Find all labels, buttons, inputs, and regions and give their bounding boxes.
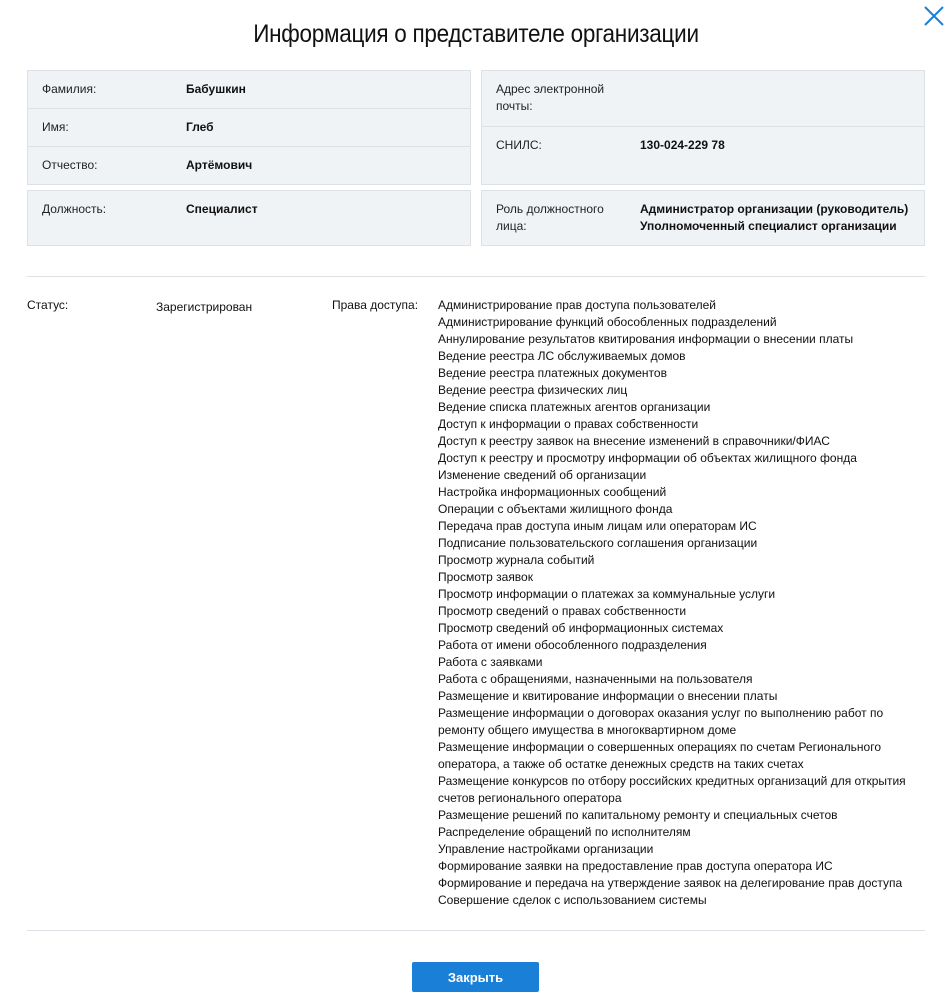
position-label: Должность:	[42, 202, 107, 216]
surname-row	[28, 71, 470, 109]
rights-item: Передача прав доступа иным лицам или операторам ИС	[438, 519, 757, 533]
rights-item: Распределение обращений по исполнителям	[438, 825, 691, 839]
rights-item: Работа с обращениями, назначенными на пользователя	[438, 672, 753, 686]
rights-item: Ведение реестра платежных документов	[438, 366, 667, 380]
snils-row	[482, 127, 924, 184]
patronymic-label: Отчество:	[42, 158, 98, 172]
rights-item: Подписание пользовательского соглашения организации	[438, 536, 758, 550]
rights-item: Размещение решений по капитальному ремонту и специальных счетов	[438, 808, 838, 822]
position-value: Специалист	[186, 202, 258, 216]
role-label-cont: лица:	[496, 219, 527, 233]
rights-item: Администрирование прав доступа пользователей	[438, 298, 716, 312]
position-panel	[27, 190, 471, 246]
status-label: Статус:	[27, 298, 69, 312]
patronymic-row	[28, 147, 470, 184]
page-title: Информация о представителе организации	[253, 20, 699, 48]
rights-item: Доступ к информации о правах собственности	[438, 417, 699, 431]
rights-item: Операции с объектами жилищного фонда	[438, 502, 673, 516]
rights-item: Формирование и передача на утверждение заявок на делегирование прав доступа	[438, 876, 903, 890]
close-icon[interactable]	[922, 4, 946, 28]
rights-item: Настройка информационных сообщений	[438, 485, 667, 499]
role-label: Роль должностного	[496, 202, 604, 216]
rights-item: Доступ к реестру и просмотру информации об объектах жилищного фонда	[438, 451, 857, 465]
name-row	[28, 109, 470, 147]
rights-label: Права доступа:	[332, 298, 419, 312]
role-value: Уполномоченный специалист организации	[640, 219, 897, 233]
rights-item: Размещение информации о совершенных операциях по счетам Регионального оператора, а также об остатке денежных средств на таких счетах	[438, 740, 881, 771]
rights-item: Размещение конкурсов по отбору российских кредитных организаций для открытия счетов регионального оператора	[438, 774, 906, 805]
rights-item: Просмотр сведений о правах собственности	[438, 604, 687, 618]
rights-item: Просмотр заявок	[438, 570, 533, 584]
rights-item: Доступ к реестру заявок на внесение изменений в справочники/ФИАС	[438, 434, 830, 448]
surname-label: Фамилия:	[42, 82, 97, 96]
name-value: Глеб	[186, 120, 214, 134]
rights-item: Работа от имени обособленного подразделения	[438, 638, 707, 652]
close-button[interactable]: Закрыть	[412, 962, 539, 992]
rights-item: Работа с заявками	[438, 655, 543, 669]
name-label: Имя:	[42, 120, 69, 134]
rights-item: Ведение реестра физических лиц	[438, 383, 628, 397]
role-value: Администратор организации (руководитель)	[640, 202, 909, 216]
divider	[27, 276, 925, 277]
rights-item: Совершение сделок с использованием системы	[438, 893, 707, 907]
rights-item: Аннулирование результатов квитирования информации о внесении платы	[438, 332, 854, 346]
rights-item: Ведение списка платежных агентов организации	[438, 400, 711, 414]
rights-item: Формирование заявки на предоставление прав доступа оператора ИС	[438, 859, 833, 873]
rights-list	[438, 297, 913, 909]
rights-item: Размещение и квитирование информации о внесении платы	[438, 689, 778, 703]
status-value: Зарегистрирован	[156, 300, 253, 314]
name-panel	[27, 70, 471, 185]
snils-label: СНИЛС:	[496, 138, 542, 152]
role-panel	[481, 190, 925, 246]
rights-item: Просмотр информации о платежах за коммунальные услуги	[438, 587, 776, 601]
contact-panel	[481, 70, 925, 185]
email-label-cont: почты:	[496, 99, 533, 113]
email-label: Адрес электронной	[496, 82, 605, 96]
rights-item: Управление настройками организации	[438, 842, 654, 856]
rights-item: Просмотр журнала событий	[438, 553, 595, 567]
surname-value: Бабушкин	[186, 82, 246, 96]
rights-item: Просмотр сведений об информационных системах	[438, 621, 724, 635]
divider	[27, 930, 925, 931]
rights-item: Администрирование функций обособленных подразделений	[438, 315, 777, 329]
rights-item: Ведение реестра ЛС обслуживаемых домов	[438, 349, 686, 363]
patronymic-value: Артёмович	[186, 158, 253, 172]
rights-item: Изменение сведений об организации	[438, 468, 647, 482]
rights-item: Размещение информации о договорах оказания услуг по выполнению работ по ремонту общего имущества в многоквартирном доме	[438, 706, 884, 737]
snils-value: 130-024-229 78	[640, 138, 725, 152]
email-row	[482, 71, 924, 127]
